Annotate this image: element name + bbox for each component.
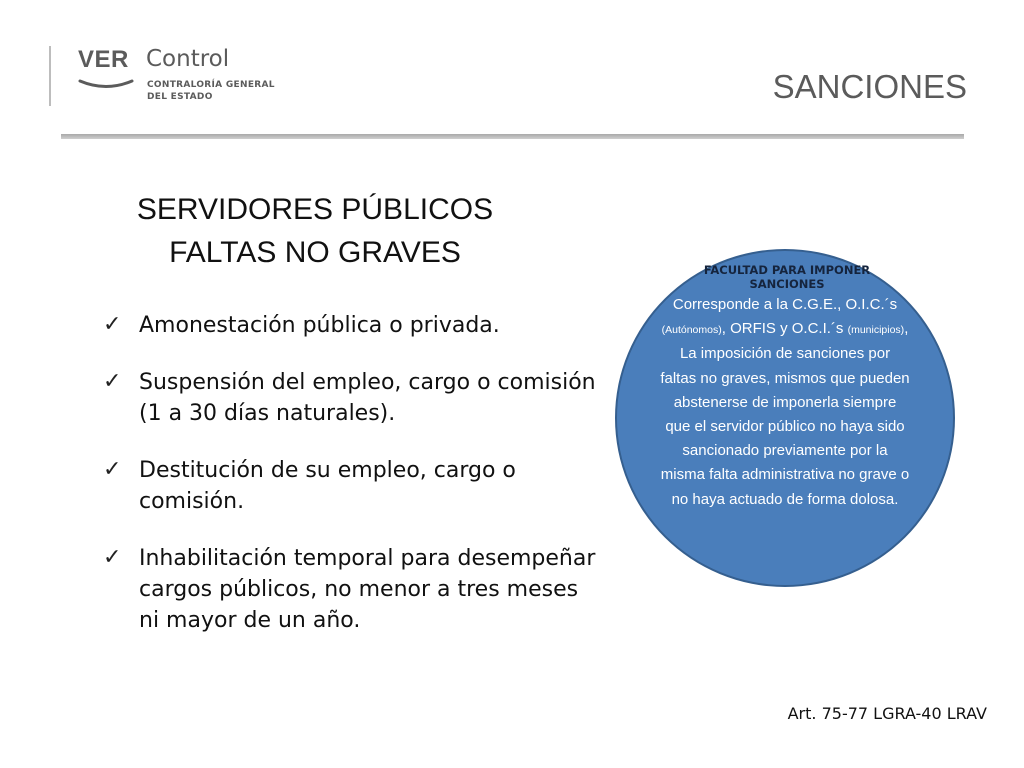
list-item	[103, 367, 603, 429]
logo-brand: VER	[78, 46, 129, 73]
sanctions-list	[103, 310, 603, 662]
list-item-text: Suspensión del empleo, cargo o comisión (1 a 30 días naturales).	[139, 370, 596, 426]
header-rule	[61, 134, 964, 139]
logo-product: Control	[146, 46, 230, 72]
logo-divider	[49, 46, 51, 106]
callout-text-part: , ORFIS y O.C.I.´s	[721, 320, 848, 338]
callout-text	[660, 293, 910, 512]
section-heading-line1: SERVIDORES PÚBLICOS	[136, 193, 494, 226]
list-item	[103, 543, 603, 636]
checkmark-icon: ✓	[103, 369, 122, 394]
callout-text-part: Corresponde a la C.G.E., O.I.C.´s	[672, 296, 898, 313]
list-item	[103, 455, 603, 517]
checkmark-icon: ✓	[103, 457, 122, 482]
legal-reference: Art. 75-77 LGRA-40 LRAV	[787, 704, 987, 723]
callout-text-small: (municipios)	[847, 324, 905, 337]
checkmark-icon: ✓	[103, 545, 122, 570]
list-item-text: Inhabilitación temporal para desempeñar cargos públicos, no menor a tres meses ni mayor de un año.	[139, 546, 596, 633]
logo-org-line1: CONTRALORÍA GENERAL	[147, 80, 275, 90]
section-heading-line2: FALTAS NO GRAVES	[169, 236, 461, 269]
logo-organization	[147, 79, 275, 103]
callout-text-part: , La imposición de sanciones por faltas no graves, mismos que pueden abstenerse de imponerla siempre que el servidor público no haya sido sancionado previamente por la misma falta administrativa no grave o no haya actuado de forma dolosa.	[660, 320, 910, 508]
callout-text-small: (Autónomos)	[661, 324, 722, 337]
list-item-text: Amonestación pública o privada.	[139, 313, 500, 338]
logo-org-line2: DEL ESTADO	[147, 92, 213, 102]
list-item	[103, 310, 603, 341]
page-title: SANCIONES	[772, 68, 967, 105]
list-item-text: Destitución de su empleo, cargo o comisión.	[139, 458, 516, 514]
logo-swoosh-icon	[78, 78, 134, 92]
callout-heading: FACULTAD PARA IMPONER SANCIONES	[703, 263, 871, 291]
checkmark-icon: ✓	[103, 312, 122, 337]
